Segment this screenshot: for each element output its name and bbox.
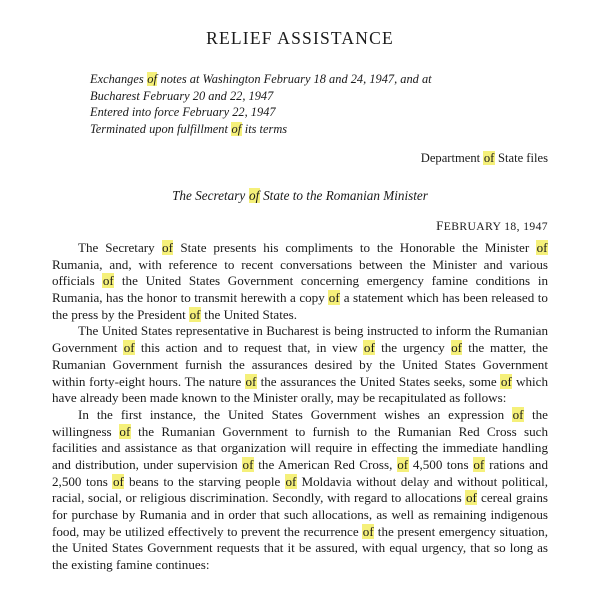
subject-heading: The Secretary of State to the Romanian Minister	[172, 188, 428, 203]
headnote-line-2: Bucharest February 20 and 22, 1947	[90, 88, 274, 103]
date-heading: FEBRUARY 18, 1947	[436, 218, 548, 233]
headnote-block	[90, 71, 548, 137]
body-paragraph-3: In the first instance, the United States Government wishes an expression of the willingness of the Rumanian Government to furnish to the Rumanian Red Cross such facilities and assistance as that organization will require in effecting the immediate handling and distribution, under supervision of the American Red Cross, of 4,500 tons of rations and 2,500 tons of beans to the starving people of Moldavia without delay and without political, racial, social, or religious discrimination. Secondly, with regard to allocations of cereal grains for purchase by Rumania and in order that such allocations, as well as remaining indigenous food, may be utilized effectively to prevent the recurrence of the present emergency situation, the United States Government requests that it be assured, with equal urgency, that so long as the existing famine continues:	[52, 406, 548, 573]
headnote-line-4: Terminated upon fulfillment of its terms	[90, 121, 288, 136]
source-note: Department of State files	[420, 151, 548, 165]
headnote-line-1: Exchanges of notes at Washington February 18 and 24, 1947, and at	[90, 72, 432, 86]
body-paragraph-2: The United States representative in Bucharest is being instructed to inform the Rumanian Government of this action and to request that, in view of the urgency of the matter, the Rumanian Government furnish the assurances desired by the United States Government within forty-eight hours. The nature of the assurances the United States seeks, some of which have already been made known to the Minister orally, may be recapitulated as follows:	[52, 323, 549, 406]
page-title: RELIEF ASSISTANCE	[206, 28, 394, 48]
body-paragraph-1: The Secretary of State presents his compliments to the Honorable the Minister of Rumania, and, with reference to recent conversations between the Minister and various officials of the United States Government concerning emergency famine conditions in Rumania, has the honor to transmit herewith a copy of a statement which has been released to the press by the President of the United States.	[52, 240, 548, 322]
headnote-line-3: Entered into force February 22, 1947	[90, 105, 276, 119]
